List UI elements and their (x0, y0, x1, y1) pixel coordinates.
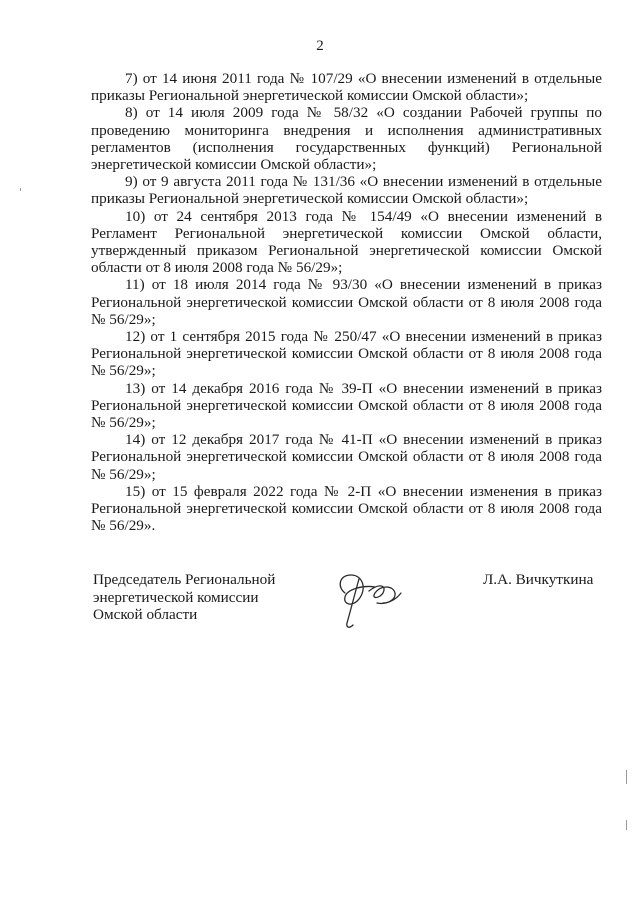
list-item: 9) от 9 августа 2011 года № 131/36 «О внесении изменений в отдельные приказы Региональной энергетической комиссии Омской области»; (91, 173, 602, 208)
list-item: 13) от 14 декабря 2016 года № 39-П «О внесении изменений в приказ Региональной энергетической комиссии Омской области от 8 июля 2008 года № 56/29»; (91, 379, 602, 432)
scan-artifact (626, 770, 627, 784)
scan-artifact (20, 188, 21, 191)
list-item: 8) от 14 июля 2009 года № 58/32 «О создании Рабочей группы по проведению мониторинга внедрения и исполнения административных регламентов (исполнения государственных функций) Региональной энергетической комиссии Омской области»; (91, 104, 602, 174)
list-item: 14) от 12 декабря 2017 года № 41-П «О внесении изменений в приказ Региональной энергетической комиссии Омской области от 8 июля 2008 года № 56/29»; (91, 431, 602, 483)
document-body (91, 70, 602, 534)
signer-position-line: Омской области (93, 606, 198, 623)
list-item: 11) от 18 июля 2014 года № 93/30 «О внесении изменений в приказ Региональной энергетической комиссии Омской области от 8 июля 2008 года № 56/29»; (91, 276, 602, 328)
signature-block (91, 571, 602, 641)
page-number: 2 (316, 38, 324, 54)
list-item: 7) от 14 июня 2011 года № 107/29 «О внесении изменений в отдельные приказы Региональной энергетической комиссии Омской области»; (91, 70, 602, 105)
scan-artifact (626, 820, 627, 830)
signer-position-line: Председатель Региональной (93, 571, 276, 588)
signer-position-line: энергетической комиссии (93, 588, 259, 606)
list-item: 10) от 24 сентября 2013 года № 154/49 «О внесении изменений в Регламент Региональной энергетической комиссии Омской области, утвержденный приказом Региональной энергетической комиссии Омской области от 8 июля 2008 года № 56/29»; (91, 207, 602, 277)
list-item: 15) от 15 февраля 2022 года № 2-П «О внесении изменения в приказ Региональной энергетической комиссии Омской области от 8 июля 2008 года № 56/29». (91, 482, 602, 535)
signer-position (93, 571, 313, 624)
signer-name: Л.А. Вичкуткина (483, 571, 594, 588)
handwritten-signature (329, 563, 409, 633)
list-item: 12) от 1 сентября 2015 года № 250/47 «О внесении изменений в приказ Региональной энергетической комиссии Омской области от 8 июля 2008 года № 56/29»; (91, 328, 602, 380)
